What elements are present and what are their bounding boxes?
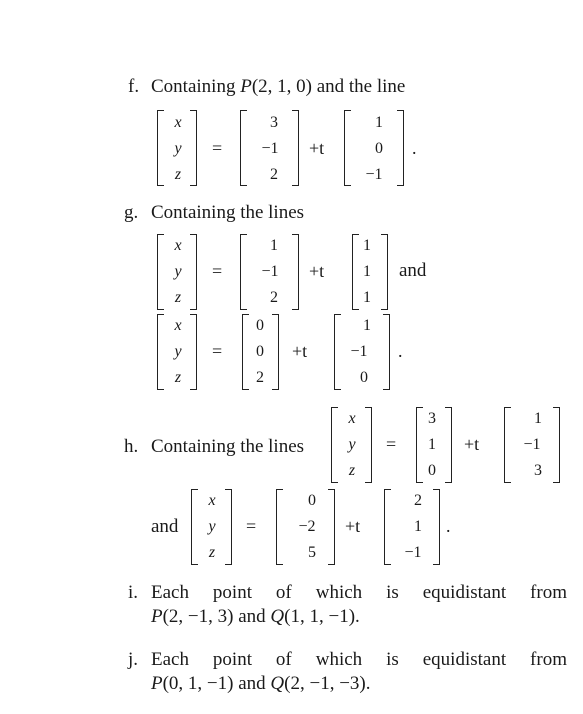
matrix-entry: 1 (363, 237, 371, 254)
matrix-entry: 2 (414, 492, 422, 509)
item-h-statement: Containing the lines (151, 436, 305, 457)
matrix-entry: 3 (428, 410, 436, 427)
matrix-entry: z (174, 166, 182, 183)
equals-sign: = (386, 434, 397, 454)
plus-t: +t (345, 516, 361, 536)
item-f-statement: Containing P(2, 1, 0) and the line (151, 76, 406, 97)
matrix-entry: z (174, 369, 182, 386)
matrix-entry: 3 (534, 462, 542, 479)
bracket (290, 110, 299, 186)
matrix-entry: −1 (261, 140, 279, 157)
item-j-statement: Each point of which is equidistant from (151, 649, 567, 670)
matrix-entry: 0 (360, 369, 368, 386)
matrix-entry: y (348, 436, 356, 453)
matrix-entry: 1 (534, 410, 542, 427)
item-g-label: g. (124, 202, 139, 223)
plus-t: +t (292, 341, 308, 361)
matrix-entry: 0 (428, 462, 436, 479)
and-word: and (151, 516, 179, 537)
matrix-entry: y (208, 518, 216, 535)
matrix-entry: x (208, 492, 216, 509)
bracket (395, 110, 404, 186)
matrix-entry: x (174, 317, 182, 334)
matrix-entry: 1 (363, 289, 371, 306)
plus-t: +t (464, 434, 480, 454)
matrix-entry: z (208, 544, 216, 561)
matrix-entry: 1 (375, 114, 383, 131)
matrix-entry: −1 (365, 166, 383, 183)
matrix-entry: 1 (428, 436, 436, 453)
matrix-entry: z (174, 289, 182, 306)
matrix-entry: 0 (256, 343, 264, 360)
matrix-entry: −1 (350, 343, 368, 360)
bracket (240, 110, 249, 186)
matrix-entry: −1 (523, 436, 541, 453)
matrix-entry: −1 (404, 544, 422, 561)
period: . (446, 516, 451, 536)
equals-sign: = (212, 341, 223, 361)
bracket (384, 489, 393, 565)
equals-sign: = (246, 516, 257, 536)
matrix-entry: 0 (308, 492, 316, 509)
bracket (504, 407, 513, 483)
equals-sign: = (212, 138, 223, 158)
period: . (412, 138, 417, 158)
matrix-entry: 1 (363, 263, 371, 280)
matrix-entry: z (348, 462, 356, 479)
matrix-entry: 0 (375, 140, 383, 157)
matrix-entry: −1 (261, 263, 279, 280)
item-f-label: f. (128, 76, 140, 97)
bracket (326, 489, 335, 565)
plus-t: +t (309, 138, 325, 158)
matrix-entry: 5 (308, 544, 316, 561)
item-j-label: j. (128, 649, 139, 670)
bracket (290, 234, 299, 310)
bracket (276, 489, 285, 565)
item-i-statement: Each point of which is equidistant from (151, 582, 567, 603)
matrix-entry: 2 (256, 369, 264, 386)
matrix-entry: 2 (270, 289, 278, 306)
plus-t: +t (309, 261, 325, 281)
item-j-points: P(0, 1, −1) and Q(2, −1, −3). (151, 673, 371, 694)
bracket (344, 110, 353, 186)
matrix-entry: −2 (298, 518, 316, 535)
matrix-entry: 1 (363, 317, 371, 334)
matrix-entry: 3 (270, 114, 278, 131)
matrix-entry: y (174, 263, 182, 280)
matrix-entry: 2 (270, 166, 278, 183)
matrix-entry: y (174, 343, 182, 360)
item-g-statement: Containing the lines (151, 202, 305, 223)
bracket (334, 314, 343, 390)
item-i-points: P(2, −1, 3) and Q(1, 1, −1). (151, 606, 360, 627)
matrix-entry: x (174, 114, 182, 131)
equals-sign: = (212, 261, 223, 281)
bracket (240, 234, 249, 310)
matrix-entry: 1 (270, 237, 278, 254)
matrix-entry: x (348, 410, 356, 427)
item-h-label: h. (124, 436, 139, 457)
matrix-entry: y (174, 140, 182, 157)
matrix-entry: 1 (414, 518, 422, 535)
matrix-entry: 0 (256, 317, 264, 334)
bracket (381, 314, 390, 390)
matrix-entry: x (174, 237, 182, 254)
and-word: and (399, 260, 427, 281)
item-i-label: i. (128, 582, 139, 603)
period: . (398, 341, 403, 361)
